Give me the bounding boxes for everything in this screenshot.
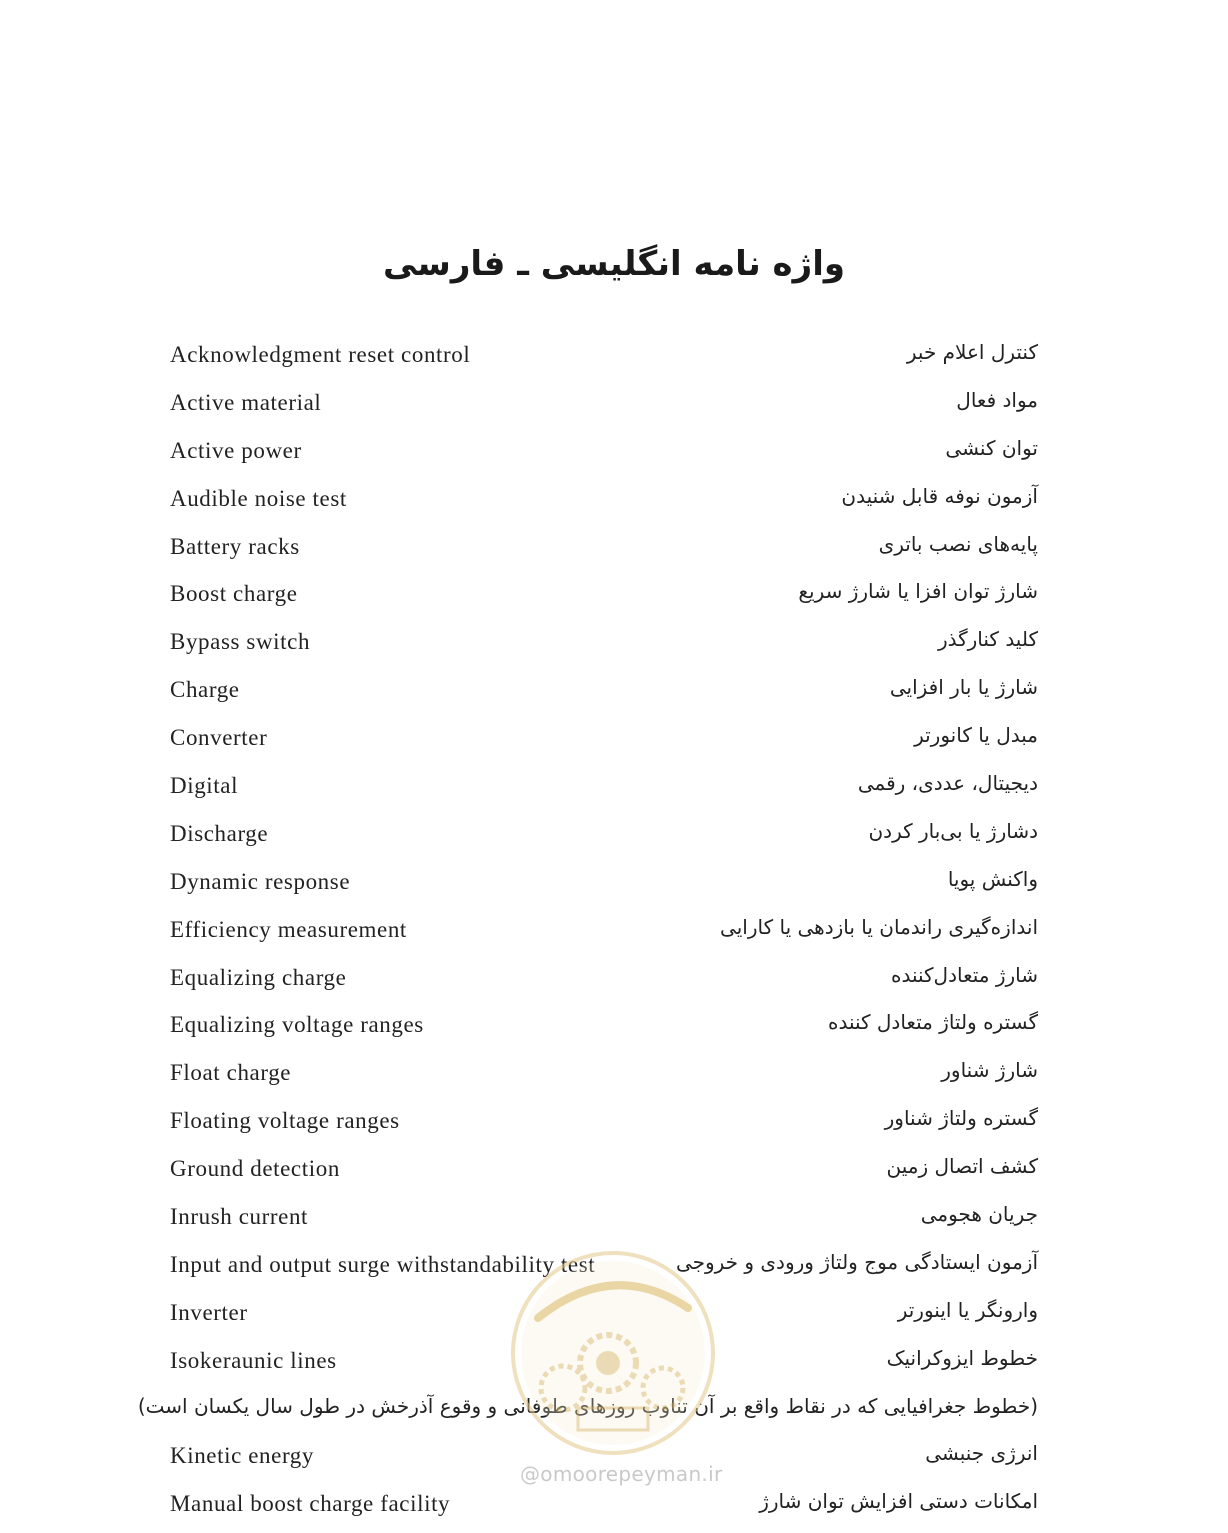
glossary-entry (0, 1006, 1228, 1054)
english-term: Digital (170, 773, 239, 799)
glossary-entry (0, 719, 1228, 767)
english-term: Isokeraunic lines (170, 1347, 337, 1373)
glossary-entry (0, 1342, 1228, 1390)
glossary-entry (0, 384, 1228, 432)
glossary-entry (0, 1198, 1228, 1246)
glossary-entry (0, 1102, 1228, 1150)
english-term: Equalizing voltage ranges (170, 1012, 424, 1038)
english-term: Converter (170, 725, 268, 751)
glossary-entry (0, 671, 1228, 719)
glossary-entry (0, 1246, 1228, 1294)
english-term: Battery racks (170, 533, 300, 559)
english-term: Ground detection (170, 1156, 340, 1182)
english-term: Efficiency measurement (170, 916, 407, 942)
english-term: Discharge (170, 820, 269, 846)
persian-term: آزمون ایستادگی موج ولتاژ ورودی و خروجی (675, 1249, 1038, 1274)
english-term: Float charge (170, 1060, 292, 1086)
glossary-entry (0, 767, 1228, 815)
persian-term: امکانات دستی افزایش توان شارژ (759, 1489, 1038, 1514)
persian-term: انرژی جنبشی (925, 1441, 1038, 1466)
persian-term: توان کنشی (945, 435, 1038, 460)
glossary-entry (0, 336, 1228, 384)
persian-term: دشارژ یا بی‌بار کردن (868, 818, 1038, 843)
page-title: واژه نامه انگلیسی ـ فارسی (383, 244, 845, 284)
persian-term: گستره ولتاژ متعادل کننده (827, 1010, 1038, 1035)
glossary-entry (0, 432, 1228, 480)
persian-term: گستره ولتاژ شناور (884, 1106, 1038, 1131)
english-term: Bypass switch (170, 629, 311, 655)
english-term: Active power (170, 437, 302, 463)
glossary-entry (0, 959, 1228, 1007)
english-term: Manual boost charge facility (170, 1491, 451, 1517)
glossary-entry (0, 528, 1228, 576)
persian-term: جریان هجومی (920, 1202, 1038, 1227)
english-term: Floating voltage ranges (170, 1108, 400, 1134)
persian-term: مواد فعال (956, 387, 1038, 412)
persian-term: اندازه‌گیری راندمان یا بازدهی یا کارایی (720, 914, 1038, 939)
glossary-entry (0, 575, 1228, 623)
english-term: Input and output surge withstandability test (170, 1251, 596, 1277)
persian-note: (خطوط جغرافیایی که در نقاط واقع بر آن تناوب روزهای طوفانی و وقوع آذرخش در طول سال یکسان است) (137, 1393, 1038, 1418)
glossary-entry (0, 480, 1228, 528)
english-term: Boost charge (170, 581, 298, 607)
persian-term: کشف اتصال زمین (886, 1154, 1038, 1179)
glossary-entry (0, 1294, 1228, 1342)
persian-term: پایه‌های نصب باتری (878, 531, 1038, 556)
persian-term: کلید کنارگذر (937, 627, 1038, 652)
glossary-entry (0, 623, 1228, 671)
watermark-site: @omoorepeyman.ir (520, 1462, 723, 1486)
english-term: Audible noise test (170, 485, 347, 511)
persian-term: خطوط ایزوکرانیک (886, 1345, 1038, 1370)
persian-term: دیجیتال، عددی، رقمی (857, 771, 1038, 796)
persian-term: مبدل یا کانورتر (914, 723, 1038, 748)
glossary-list (0, 336, 1228, 1533)
english-term: Dynamic response (170, 868, 351, 894)
english-term: Equalizing charge (170, 964, 347, 990)
persian-term: واکنش پویا (947, 866, 1038, 891)
glossary-entry (0, 1150, 1228, 1198)
english-term: Inrush current (170, 1204, 309, 1230)
persian-term: کنترل اعلام خبر (906, 340, 1038, 364)
english-term: Acknowledgment reset control (170, 342, 471, 367)
persian-term: شارژ توان افزا یا شارژ سریع (798, 579, 1038, 604)
glossary-entry (0, 1485, 1228, 1533)
glossary-entry (0, 863, 1228, 911)
persian-term: آزمون نوفه قابل شنیدن (841, 483, 1038, 508)
glossary-note (0, 1390, 1228, 1438)
english-term: Kinetic energy (170, 1443, 315, 1469)
persian-term: شارژ یا بار افزایی (889, 675, 1038, 700)
english-term: Active material (170, 389, 322, 415)
glossary-entry (0, 1054, 1228, 1102)
persian-term: وارونگر یا اینورتر (897, 1297, 1038, 1322)
glossary-entry (0, 815, 1228, 863)
persian-term: شارژ شناور (941, 1058, 1038, 1083)
persian-term: شارژ متعادل‌کننده (890, 962, 1038, 987)
glossary-entry (0, 911, 1228, 959)
english-term: Charge (170, 677, 240, 703)
english-term: Inverter (170, 1299, 248, 1325)
